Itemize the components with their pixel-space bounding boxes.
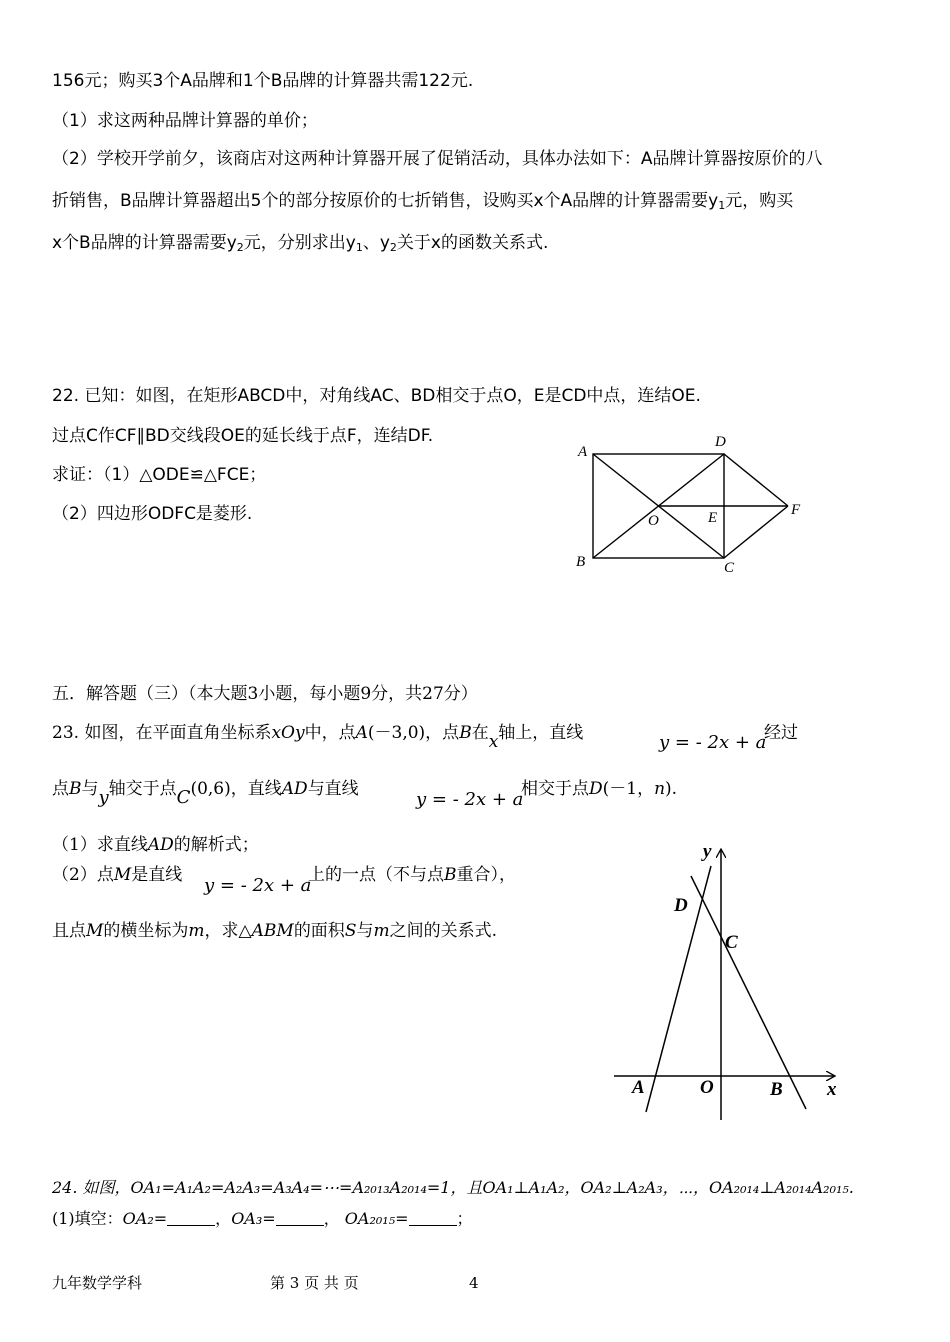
footer-num: 4 [469,1274,479,1292]
q21-part1: （1）求这两种品牌计算器的单价； [52,111,318,131]
label-e: E [708,510,718,526]
q23-formula-1: y = - 2x + a [659,732,767,753]
segment-df [724,454,788,506]
point-label-b: B [770,1079,783,1100]
q23-part2-end: 上的一点（不与点B重合）， [308,865,516,885]
q24-fill-line: (1)填空：OA₂= ，OA₃= ， OA₂₀₁₅= ； [52,1209,473,1228]
answer-blank-2[interactable] [276,1211,324,1226]
label-f: F [791,502,801,518]
answer-blank-1[interactable] [167,1211,215,1226]
q21-line1: 156元；购买3个A品牌和1个B品牌的计算器共需122元. [52,71,474,91]
segment-cf [724,506,788,558]
axis-label-y: y [703,841,712,862]
section-heading: 五．解答题（三）（本大题3小题，每小题9分，共27分） [52,684,478,704]
q22-line4: （2）四边形ODFC是菱形. [52,504,253,524]
q21-part2-a: （2）学校开学前夕，该商店对这两种计算器开展了促销活动，具体办法如下：A品牌计算器按原价的八 [52,149,823,169]
line-bc [691,876,806,1109]
q23-part2-line2: 且点M的横坐标为m，求△ABM的面积S与m之间的关系式. [52,921,497,941]
q23-line2: 点B与y轴交于点C(0,6)，直线AD与直线 [52,779,359,808]
q22-line2: 过点C作CF∥BD交线段OE的延长线于点F，连结DF. [52,426,434,446]
label-b: B [576,554,586,570]
q21-part2-c: x个B品牌的计算器需要$y_2$元，分别求出$y_1$、$y_2$关于x的函数关系式. [52,233,549,254]
q24-line1: 24. 如图，OA₁=A₁A₂=A₂A₃=A₃A₄=⋯=A₂₀₁₃A₂₀₁₄=1，且OA₁⊥A₁A₂，OA₂⊥A₂A₃，⋯，OA₂₀₁₄⊥A₂₀₁₄A₂₀₁₅. [52,1178,854,1197]
rectangle-figure [560,425,820,585]
q23-part2: （2）点M是直线 [52,865,183,885]
q23-part1: （1）求直线AD的解析式； [52,835,259,855]
footer-subject: 九年数学学科 [52,1274,143,1292]
axis-label-x: x [827,1079,837,1100]
q23-line1: 23. 如图，在平面直角坐标系xOy中，点A(－3,0)，点B在x轴上，直线 [52,723,584,752]
footer-page: 第 3 页 共 页 [270,1274,359,1292]
q23-line1-end: 经过 [764,723,798,743]
label-d: D [715,434,726,450]
point-label-a: A [632,1077,645,1098]
q23-formula-2: y = - 2x + a [416,789,524,810]
label-c: C [724,560,735,576]
label-a: A [578,444,588,460]
q21-part2-b: 折销售，B品牌计算器超出5个的部分按原价的七折销售，设购买x个A品牌的计算器需要$y_1$元，购买 [52,191,794,212]
label-o: O [648,513,659,529]
q22-line1: 22. 已知：如图，在矩形ABCD中，对角线AC、BD相交于点O，E是CD中点，连结OE. [52,386,701,406]
q23-line2-end: 相交于点D(－1，n). [521,779,678,799]
answer-blank-3[interactable] [409,1211,457,1226]
q22-line3: 求证：（1）△ODE≌△FCE； [52,465,267,485]
point-label-c: C [725,932,738,953]
point-label-d: D [674,895,688,916]
coordinate-graph [600,835,860,1130]
q23-formula-3: y = - 2x + a [204,875,312,896]
point-label-o: O [700,1077,714,1098]
